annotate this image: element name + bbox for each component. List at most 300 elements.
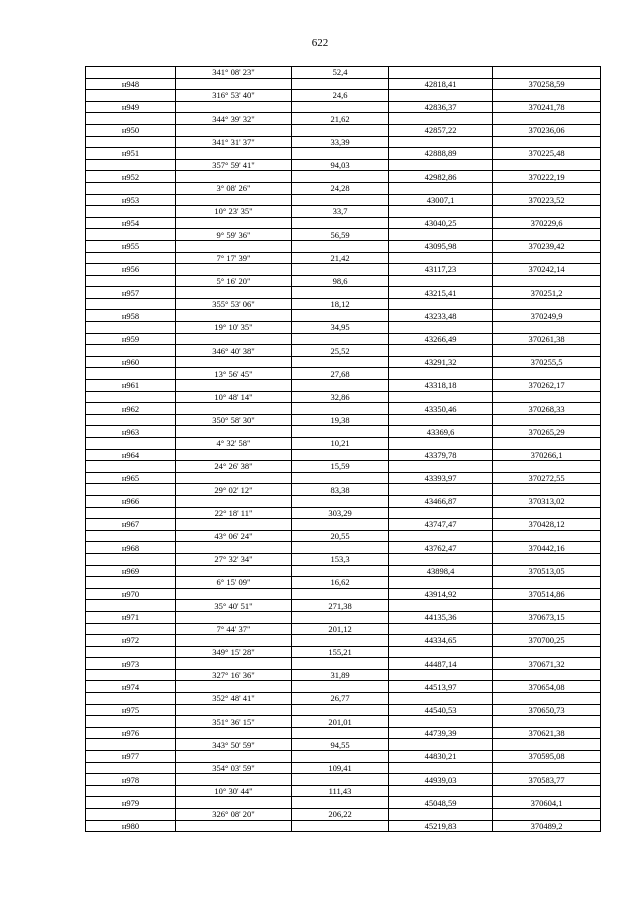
empty-cell <box>493 298 601 310</box>
empty-cell <box>493 90 601 102</box>
direction-angle-cell: 22° 18' 11" <box>176 507 292 519</box>
point-name-cell: н949 <box>86 101 176 113</box>
distance-cell: 98,6 <box>292 275 389 287</box>
point-name-cell: н972 <box>86 635 176 647</box>
segment-row <box>86 159 601 171</box>
empty-cell <box>389 809 493 821</box>
empty-cell <box>389 298 493 310</box>
segment-row <box>86 229 601 241</box>
empty-cell <box>86 391 176 403</box>
direction-angle-cell: 327° 16' 36" <box>176 669 292 681</box>
coordinates-table <box>85 66 601 832</box>
empty-cell <box>389 739 493 751</box>
empty-cell <box>86 600 176 612</box>
y-coordinate-cell: 370700,25 <box>493 635 601 647</box>
x-coordinate-cell: 43369,6 <box>389 426 493 438</box>
y-coordinate-cell: 370255,5 <box>493 356 601 368</box>
x-coordinate-cell: 43393,97 <box>389 472 493 484</box>
point-name-cell: н974 <box>86 681 176 693</box>
empty-cell <box>292 658 389 670</box>
x-coordinate-cell: 42818,41 <box>389 78 493 90</box>
point-row <box>86 333 601 345</box>
y-coordinate-cell: 370241,78 <box>493 101 601 113</box>
empty-cell <box>176 751 292 763</box>
point-row <box>86 380 601 392</box>
segment-row <box>86 414 601 426</box>
distance-cell: 52,4 <box>292 67 389 79</box>
empty-cell <box>292 380 389 392</box>
empty-cell <box>292 727 389 739</box>
empty-cell <box>493 322 601 334</box>
point-row <box>86 124 601 136</box>
empty-cell <box>86 553 176 565</box>
point-row <box>86 356 601 368</box>
empty-cell <box>176 194 292 206</box>
point-row <box>86 287 601 299</box>
empty-cell <box>176 380 292 392</box>
segment-row <box>86 716 601 728</box>
empty-cell <box>493 159 601 171</box>
empty-cell <box>389 785 493 797</box>
point-row <box>86 240 601 252</box>
empty-cell <box>493 669 601 681</box>
x-coordinate-cell: 43466,87 <box>389 495 493 507</box>
empty-cell <box>176 403 292 415</box>
empty-cell <box>86 762 176 774</box>
segment-row <box>86 461 601 473</box>
direction-angle-cell: 351° 36' 15" <box>176 716 292 728</box>
empty-cell <box>292 588 389 600</box>
point-name-cell: н954 <box>86 217 176 229</box>
point-row <box>86 495 601 507</box>
x-coordinate-cell: 43898,4 <box>389 565 493 577</box>
segment-row <box>86 345 601 357</box>
empty-cell <box>389 113 493 125</box>
x-coordinate-cell: 44830,21 <box>389 751 493 763</box>
point-row <box>86 565 601 577</box>
empty-cell <box>86 90 176 102</box>
point-name-cell: н964 <box>86 449 176 461</box>
segment-row <box>86 182 601 194</box>
empty-cell <box>86 229 176 241</box>
point-name-cell: н959 <box>86 333 176 345</box>
point-name-cell: н963 <box>86 426 176 438</box>
point-row <box>86 194 601 206</box>
direction-angle-cell: 5° 16' 20" <box>176 275 292 287</box>
empty-cell <box>389 623 493 635</box>
segment-row <box>86 391 601 403</box>
empty-cell <box>86 298 176 310</box>
empty-cell <box>86 368 176 380</box>
distance-cell: 19,38 <box>292 414 389 426</box>
empty-cell <box>493 646 601 658</box>
empty-cell <box>86 646 176 658</box>
x-coordinate-cell: 44513,97 <box>389 681 493 693</box>
point-name-cell: н958 <box>86 310 176 322</box>
y-coordinate-cell: 370268,33 <box>493 403 601 415</box>
empty-cell <box>176 472 292 484</box>
segment-row <box>86 136 601 148</box>
empty-cell <box>86 322 176 334</box>
point-name-cell: н955 <box>86 240 176 252</box>
y-coordinate-cell: 370604,1 <box>493 797 601 809</box>
point-row <box>86 635 601 647</box>
x-coordinate-cell: 45048,59 <box>389 797 493 809</box>
empty-cell <box>389 646 493 658</box>
x-coordinate-cell: 44540,53 <box>389 704 493 716</box>
y-coordinate-cell: 370222,19 <box>493 171 601 183</box>
empty-cell <box>86 739 176 751</box>
empty-cell <box>493 414 601 426</box>
y-coordinate-cell: 370513,05 <box>493 565 601 577</box>
empty-cell <box>86 67 176 79</box>
point-name-cell: н948 <box>86 78 176 90</box>
y-coordinate-cell: 370673,15 <box>493 611 601 623</box>
point-row <box>86 751 601 763</box>
empty-cell <box>493 530 601 542</box>
point-row <box>86 774 601 786</box>
empty-cell <box>389 716 493 728</box>
direction-angle-cell: 19° 10' 35" <box>176 322 292 334</box>
empty-cell <box>493 345 601 357</box>
page-number: 622 <box>311 37 329 49</box>
empty-cell <box>493 461 601 473</box>
distance-cell: 24,28 <box>292 182 389 194</box>
distance-cell: 56,59 <box>292 229 389 241</box>
point-row <box>86 78 601 90</box>
empty-cell <box>493 391 601 403</box>
empty-cell <box>176 565 292 577</box>
point-row <box>86 611 601 623</box>
direction-angle-cell: 344° 39' 32" <box>176 113 292 125</box>
y-coordinate-cell: 370671,32 <box>493 658 601 670</box>
empty-cell <box>493 809 601 821</box>
direction-angle-cell: 343° 50' 59" <box>176 739 292 751</box>
x-coordinate-cell: 44135,36 <box>389 611 493 623</box>
empty-cell <box>292 704 389 716</box>
segment-row <box>86 113 601 125</box>
direction-angle-cell: 35° 40' 51" <box>176 600 292 612</box>
segment-row <box>86 646 601 658</box>
empty-cell <box>86 206 176 218</box>
empty-cell <box>389 182 493 194</box>
empty-cell <box>176 681 292 693</box>
direction-angle-cell: 13° 56' 45" <box>176 368 292 380</box>
empty-cell <box>389 553 493 565</box>
point-name-cell: н971 <box>86 611 176 623</box>
direction-angle-cell: 7° 44' 37" <box>176 623 292 635</box>
direction-angle-cell: 24° 26' 38" <box>176 461 292 473</box>
x-coordinate-cell: 45219,83 <box>389 820 493 832</box>
direction-angle-cell: 316° 53' 40" <box>176 90 292 102</box>
empty-cell <box>176 588 292 600</box>
empty-cell <box>86 345 176 357</box>
empty-cell <box>86 669 176 681</box>
distance-cell: 20,55 <box>292 530 389 542</box>
point-row <box>86 542 601 554</box>
segment-row <box>86 484 601 496</box>
y-coordinate-cell: 370249,9 <box>493 310 601 322</box>
direction-angle-cell: 3° 08' 26" <box>176 182 292 194</box>
empty-cell <box>176 217 292 229</box>
point-name-cell: н961 <box>86 380 176 392</box>
x-coordinate-cell: 43117,23 <box>389 264 493 276</box>
distance-cell: 206,22 <box>292 809 389 821</box>
empty-cell <box>292 124 389 136</box>
empty-cell <box>292 171 389 183</box>
empty-cell <box>176 495 292 507</box>
y-coordinate-cell: 370583,77 <box>493 774 601 786</box>
point-name-cell: н975 <box>86 704 176 716</box>
segment-row <box>86 438 601 450</box>
empty-cell <box>389 159 493 171</box>
empty-cell <box>176 635 292 647</box>
empty-cell <box>493 229 601 241</box>
distance-cell: 33,39 <box>292 136 389 148</box>
point-name-cell: н957 <box>86 287 176 299</box>
segment-row <box>86 322 601 334</box>
empty-cell <box>493 739 601 751</box>
segment-row <box>86 368 601 380</box>
point-name-cell: н968 <box>86 542 176 554</box>
empty-cell <box>86 693 176 705</box>
empty-cell <box>389 600 493 612</box>
y-coordinate-cell: 370442,16 <box>493 542 601 554</box>
empty-cell <box>389 530 493 542</box>
empty-cell <box>389 391 493 403</box>
empty-cell <box>176 820 292 832</box>
y-coordinate-cell: 370621,38 <box>493 727 601 739</box>
empty-cell <box>176 611 292 623</box>
empty-cell <box>86 716 176 728</box>
empty-cell <box>493 484 601 496</box>
empty-cell <box>493 600 601 612</box>
x-coordinate-cell: 42982,86 <box>389 171 493 183</box>
y-coordinate-cell: 370428,12 <box>493 519 601 531</box>
point-name-cell: н965 <box>86 472 176 484</box>
distance-cell: 15,59 <box>292 461 389 473</box>
x-coordinate-cell: 43762,47 <box>389 542 493 554</box>
y-coordinate-cell: 370489,2 <box>493 820 601 832</box>
point-row <box>86 704 601 716</box>
distance-cell: 303,29 <box>292 507 389 519</box>
y-coordinate-cell: 370225,48 <box>493 148 601 160</box>
empty-cell <box>493 182 601 194</box>
empty-cell <box>176 519 292 531</box>
y-coordinate-cell: 370258,59 <box>493 78 601 90</box>
segment-row <box>86 739 601 751</box>
point-row <box>86 101 601 113</box>
direction-angle-cell: 10° 48' 14" <box>176 391 292 403</box>
distance-cell: 27,68 <box>292 368 389 380</box>
distance-cell: 94,55 <box>292 739 389 751</box>
distance-cell: 25,52 <box>292 345 389 357</box>
point-name-cell: н951 <box>86 148 176 160</box>
empty-cell <box>389 252 493 264</box>
x-coordinate-cell: 42857,22 <box>389 124 493 136</box>
segment-row <box>86 298 601 310</box>
empty-cell <box>176 101 292 113</box>
empty-cell <box>86 136 176 148</box>
empty-cell <box>292 356 389 368</box>
point-row <box>86 519 601 531</box>
empty-cell <box>86 484 176 496</box>
y-coordinate-cell: 370313,02 <box>493 495 601 507</box>
empty-cell <box>389 345 493 357</box>
empty-cell <box>292 472 389 484</box>
empty-cell <box>176 797 292 809</box>
x-coordinate-cell: 43215,41 <box>389 287 493 299</box>
empty-cell <box>176 78 292 90</box>
distance-cell: 94,03 <box>292 159 389 171</box>
empty-cell <box>86 577 176 589</box>
empty-cell <box>389 90 493 102</box>
empty-cell <box>389 275 493 287</box>
direction-angle-cell: 10° 30' 44" <box>176 785 292 797</box>
point-row <box>86 449 601 461</box>
empty-cell <box>176 171 292 183</box>
empty-cell <box>86 159 176 171</box>
x-coordinate-cell: 43266,49 <box>389 333 493 345</box>
x-coordinate-cell: 42888,89 <box>389 148 493 160</box>
empty-cell <box>389 577 493 589</box>
segment-row <box>86 67 601 79</box>
empty-cell <box>292 78 389 90</box>
empty-cell <box>493 252 601 264</box>
point-row <box>86 681 601 693</box>
empty-cell <box>292 240 389 252</box>
point-row <box>86 310 601 322</box>
empty-cell <box>389 414 493 426</box>
point-name-cell: н950 <box>86 124 176 136</box>
empty-cell <box>86 785 176 797</box>
distance-cell: 83,38 <box>292 484 389 496</box>
point-name-cell: н973 <box>86 658 176 670</box>
empty-cell <box>292 820 389 832</box>
empty-cell <box>86 461 176 473</box>
x-coordinate-cell: 44334,65 <box>389 635 493 647</box>
distance-cell: 271,38 <box>292 600 389 612</box>
empty-cell <box>493 623 601 635</box>
point-name-cell: н953 <box>86 194 176 206</box>
x-coordinate-cell: 44487,14 <box>389 658 493 670</box>
x-coordinate-cell: 43233,48 <box>389 310 493 322</box>
y-coordinate-cell: 370266,1 <box>493 449 601 461</box>
x-coordinate-cell: 43095,98 <box>389 240 493 252</box>
y-coordinate-cell: 370242,14 <box>493 264 601 276</box>
point-name-cell: н967 <box>86 519 176 531</box>
y-coordinate-cell: 370650,73 <box>493 704 601 716</box>
direction-angle-cell: 6° 15' 09" <box>176 577 292 589</box>
empty-cell <box>493 368 601 380</box>
empty-cell <box>493 762 601 774</box>
empty-cell <box>389 368 493 380</box>
empty-cell <box>493 136 601 148</box>
empty-cell <box>176 124 292 136</box>
empty-cell <box>389 438 493 450</box>
distance-cell: 32,86 <box>292 391 389 403</box>
empty-cell <box>292 426 389 438</box>
segment-row <box>86 90 601 102</box>
empty-cell <box>176 287 292 299</box>
direction-angle-cell: 355° 53' 06" <box>176 298 292 310</box>
y-coordinate-cell: 370261,38 <box>493 333 601 345</box>
direction-angle-cell: 357° 59' 41" <box>176 159 292 171</box>
empty-cell <box>176 333 292 345</box>
x-coordinate-cell: 43318,18 <box>389 380 493 392</box>
empty-cell <box>389 67 493 79</box>
empty-cell <box>292 217 389 229</box>
distance-cell: 26,77 <box>292 693 389 705</box>
empty-cell <box>292 774 389 786</box>
direction-angle-cell: 10° 23' 35" <box>176 206 292 218</box>
point-row <box>86 426 601 438</box>
distance-cell: 16,62 <box>292 577 389 589</box>
point-name-cell: н969 <box>86 565 176 577</box>
direction-angle-cell: 350° 58' 30" <box>176 414 292 426</box>
segment-row <box>86 530 601 542</box>
direction-angle-cell: 341° 08' 23" <box>176 67 292 79</box>
empty-cell <box>176 310 292 322</box>
empty-cell <box>292 565 389 577</box>
segment-row <box>86 275 601 287</box>
empty-cell <box>389 136 493 148</box>
empty-cell <box>493 507 601 519</box>
empty-cell <box>176 449 292 461</box>
x-coordinate-cell: 43291,32 <box>389 356 493 368</box>
empty-cell <box>292 681 389 693</box>
empty-cell <box>493 693 601 705</box>
point-name-cell: н977 <box>86 751 176 763</box>
point-name-cell: н962 <box>86 403 176 415</box>
distance-cell: 155,21 <box>292 646 389 658</box>
empty-cell <box>292 519 389 531</box>
empty-cell <box>389 762 493 774</box>
segment-row <box>86 623 601 635</box>
direction-angle-cell: 27° 32' 34" <box>176 553 292 565</box>
distance-cell: 33,7 <box>292 206 389 218</box>
point-row <box>86 171 601 183</box>
empty-cell <box>493 785 601 797</box>
empty-cell <box>176 148 292 160</box>
direction-angle-cell: 9° 59' 36" <box>176 229 292 241</box>
empty-cell <box>86 623 176 635</box>
empty-cell <box>292 333 389 345</box>
empty-cell <box>292 310 389 322</box>
empty-cell <box>86 809 176 821</box>
empty-cell <box>292 495 389 507</box>
y-coordinate-cell: 370251,2 <box>493 287 601 299</box>
direction-angle-cell: 341° 31' 37" <box>176 136 292 148</box>
point-name-cell: н952 <box>86 171 176 183</box>
point-row <box>86 588 601 600</box>
y-coordinate-cell: 370272,55 <box>493 472 601 484</box>
point-name-cell: н966 <box>86 495 176 507</box>
distance-cell: 153,3 <box>292 553 389 565</box>
empty-cell <box>292 751 389 763</box>
segment-row <box>86 600 601 612</box>
empty-cell <box>86 113 176 125</box>
empty-cell <box>292 101 389 113</box>
empty-cell <box>493 438 601 450</box>
empty-cell <box>389 322 493 334</box>
empty-cell <box>176 704 292 716</box>
distance-cell: 21,42 <box>292 252 389 264</box>
y-coordinate-cell: 370514,86 <box>493 588 601 600</box>
empty-cell <box>292 264 389 276</box>
direction-angle-cell: 4° 32' 58" <box>176 438 292 450</box>
empty-cell <box>493 206 601 218</box>
